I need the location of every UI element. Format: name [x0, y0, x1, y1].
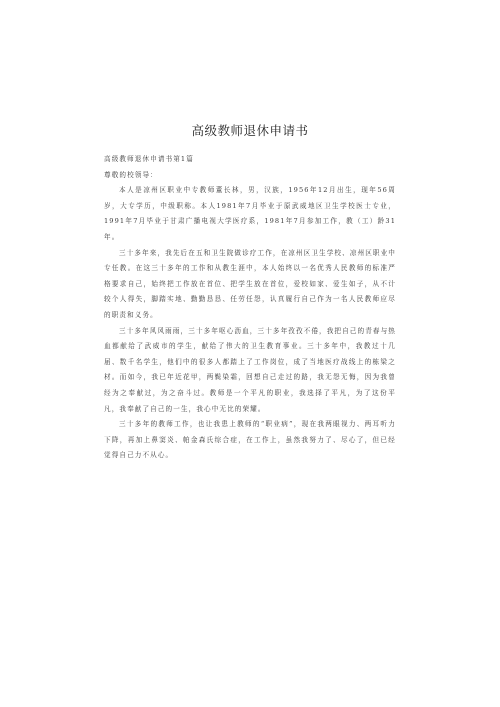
document-body — [104, 152, 396, 464]
paragraph-dedication: 三十多年风风雨雨，三十多年呕心沥血，三十多年孜孜不倦，我把自己的青春与热血都献给了武威市的学生，献给了伟大的卫生教育事业。三十多年中，我教过十几届、数千名学生，他们中的很多人都踏上了工作岗位，成了当地医疗战线上的栋梁之材。而如今，我已年近花甲，两鬓染霜，回想自己走过的路，我无怨无悔，因为我曾经为之奉献过，为之奋斗过。教师是一个平凡的职业，我选择了平凡，为了这份平凡，我奉献了自己的一生，我心中无比的荣耀。 — [104, 326, 396, 413]
document-title: 高级教师退休申请书 — [191, 123, 309, 138]
paragraph-health: 三十多年的教师工作，也让我患上教师的“职业病”，现在我两眼视力、两耳听力下降，再加上鼻窦炎、帕金森氏综合症，在工作上，虽然我努力了、尽心了，但已经觉得自己力不从心。 — [104, 420, 396, 460]
document-subtitle: 高级教师退休申请书第1篇 — [104, 155, 194, 163]
paragraph-career: 三十多年来，我先后在五和卫生院做诊疗工作，在凉州区卫生学校、凉州区职业中专任教。在这三十多年的工作和从教生涯中，本人始终以一名优秀人民教师的标准严格要求自己，始终把工作放在首位、把学生放在首位，爱校如家、爱生如子，从不计较个人得失，脚踏实地、勤勤恳恳、任劳任怨，认真履行自己作为一名人民教师应尽的职责和义务。 — [104, 248, 396, 319]
salutation: 尊敬的校领导： — [104, 170, 158, 179]
paragraph-personal-info: 本人是凉州区职业中专教师董长林，男，汉族，1956年12月出生，现年56周岁，大专学历，中级职称。本人1981年7月毕业于原武威地区卫生学校医士专业，1991年7月毕业于甘肃广播电视大学医疗系，1981年7月参加工作，教（工）龄31年。 — [104, 186, 396, 241]
